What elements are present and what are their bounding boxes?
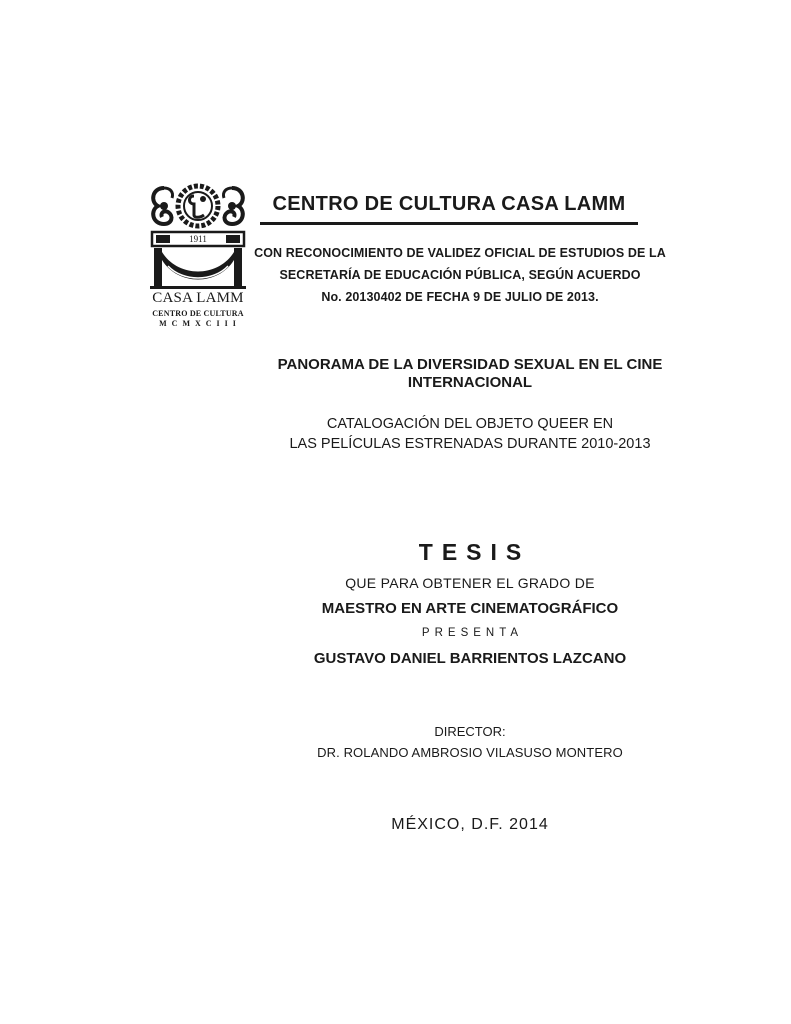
thesis-title — [250, 356, 690, 392]
tesis-heading: TESIS — [418, 539, 531, 565]
director-label: DIRECTOR: — [434, 724, 506, 739]
director-name: DR. ROLANDO AMBROSIO VILASUSO MONTERO — [317, 745, 623, 760]
logo-subtitle: CENTRO DE CULTURA — [152, 309, 244, 318]
thesis-subtitle-line: LAS PELÍCULAS ESTRENADAS DURANTE 2010-2013 — [289, 436, 651, 452]
institution-name: CENTRO DE CULTURA CASA LAMM — [272, 193, 626, 215]
thesis-subtitle-line: CATALOGACIÓN DEL OBJETO QUEER EN — [326, 416, 614, 432]
thesis-subtitle — [250, 414, 690, 454]
rvoe-statement — [250, 242, 670, 308]
header-divider — [260, 222, 638, 225]
author-name: GUSTAVO DANIEL BARRIENTOS LAZCANO — [313, 650, 627, 667]
logo-brand: CASA LAMM — [152, 290, 244, 306]
thesis-title-line: INTERNACIONAL — [407, 374, 533, 391]
rvoe-line: SECRETARÍA DE EDUCACIÓN PÚBLICA, SEGÚN ACUERDO — [279, 268, 641, 282]
presents-label: PRESENTA — [421, 627, 524, 639]
rvoe-line: No. 20130402 DE FECHA 9 DE JULIO DE 2013. — [321, 290, 599, 304]
casa-lamm-logo — [148, 182, 248, 332]
logo-numeral: MCMXCIII — [159, 319, 241, 328]
place-date: MÉXICO, D.F. 2014 — [391, 816, 549, 833]
degree-name: MAESTRO EN ARTE CINEMATOGRÁFICO — [321, 600, 619, 617]
degree-intro: QUE PARA OBTENER EL GRADO DE — [345, 575, 595, 591]
thesis-title-line: PANORAMA DE LA DIVERSIDAD SEXUAL EN EL CINE — [277, 356, 663, 373]
rvoe-line: CON RECONOCIMIENTO DE VALIDEZ OFICIAL DE ESTUDIOS DE LA — [254, 246, 666, 260]
logo-year: 1911 — [189, 234, 207, 244]
